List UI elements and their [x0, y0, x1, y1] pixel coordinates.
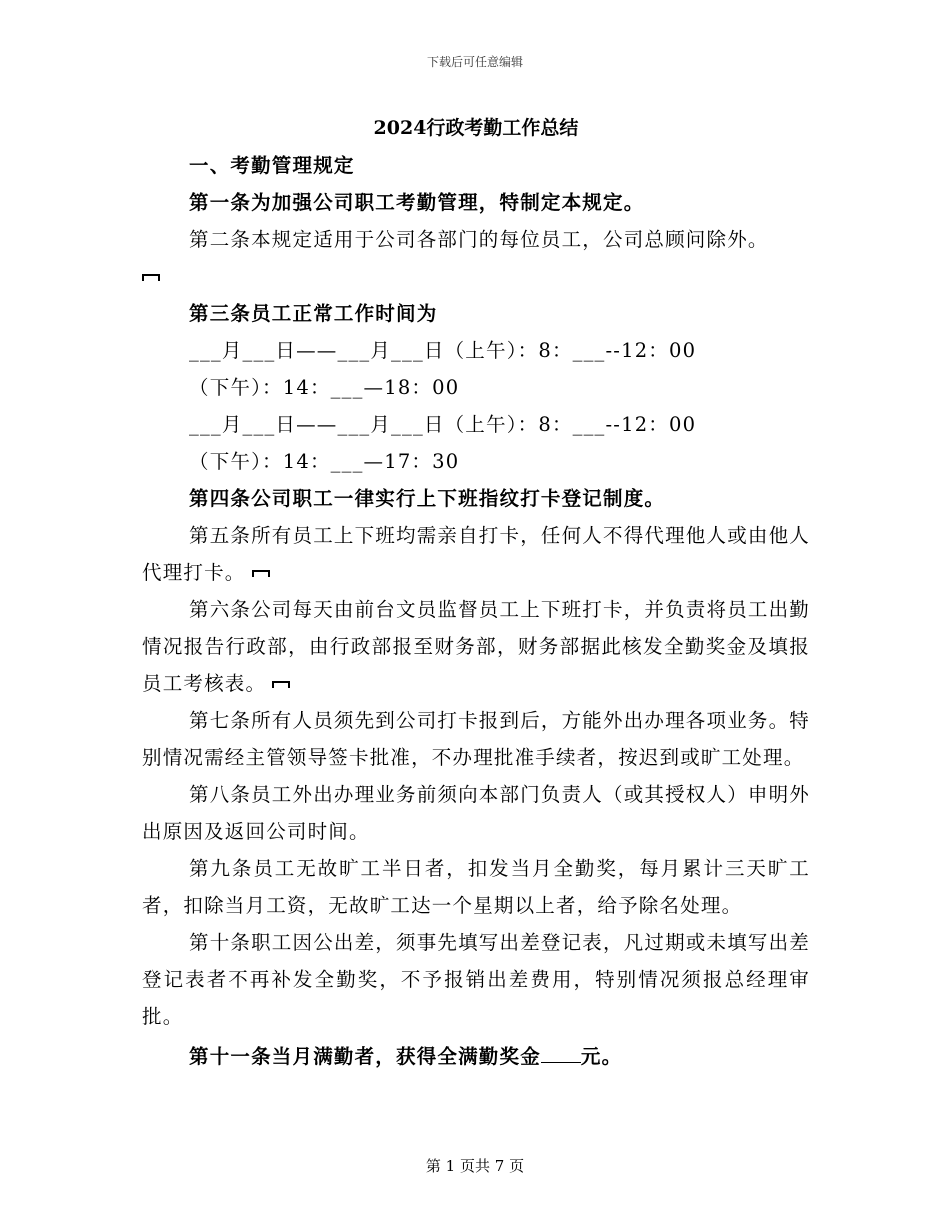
- editor-mark-row: [142, 258, 810, 295]
- article-11: [142, 1038, 810, 1075]
- article-8: 第八条员工外出办理业务前须向本部门负责人（或其授权人）申明外出原因及返回公司时间。: [142, 783, 811, 843]
- article-11-text: 第十一条当月满勤者，获得全满勤奖金: [189, 1045, 541, 1068]
- article-6: [142, 591, 810, 702]
- page-footer: 第 1 页共 7 页: [425, 1157, 525, 1175]
- article-5: [142, 517, 810, 591]
- paragraph-mark-icon: [272, 681, 290, 688]
- document-title: 2024行政考勤工作总结: [373, 117, 579, 139]
- article-1: 第一条为加强公司职工考勤管理，特制定本规定。: [189, 191, 645, 214]
- paragraph-mark-icon: [142, 274, 160, 281]
- schedule-line-4: （下午）：14：___—17：30: [189, 450, 460, 473]
- schedule-line-3: ___月___日——___月___日（上午）：8：___--12：00: [189, 413, 697, 436]
- article-11-unit: 元。: [580, 1045, 623, 1068]
- page-header: 下载后可任意编辑: [426, 55, 523, 69]
- article-9: 第九条员工无故旷工半日者，扣发当月全勤奖，每月累计三天旷工者，扣除当月工资，无故旷工达一个星期以上者，给予除名处理。: [142, 857, 810, 917]
- article-2: 第二条本规定适用于公司各部门的每位员工，公司总顾问除外。: [189, 228, 769, 251]
- article-10: 第十条职工因公出差，须事先填写出差登记表，凡过期或未填写出差登记表者不再补发全勤奖，不予报销出差费用，特别情况须报总经理审批。: [142, 931, 811, 1028]
- article-3: 第三条员工正常工作时间为: [189, 302, 438, 325]
- document-body: [142, 113, 810, 1075]
- paragraph-mark-icon: [252, 570, 270, 577]
- article-6-text: 第六条公司每天由前台文员监督员工上下班打卡，并负责将员工出勤情况报告行政部，由行政部报至财务部，财务部据此核发全勤奖金及填报员工考核表。: [142, 598, 811, 695]
- article-7: 第七条所有人员须先到公司打卡报到后，方能外出办理各项业务。特别情况需经主管领导签卡批准，不办理批准手续者，按迟到或旷工处理。: [142, 709, 811, 769]
- article-4: 第四条公司职工一律实行上下班指纹打卡登记制度。: [189, 487, 666, 510]
- schedule-line-1: ___月___日——___月___日（上午）：8：___--12：00: [189, 339, 697, 362]
- article-5-text: 第五条所有员工上下班均需亲自打卡，任何人不得代理他人或由他人代理打卡。: [142, 524, 811, 584]
- schedule-line-2: （下午）：14：___—18：00: [189, 376, 460, 399]
- section-heading: 一、考勤管理规定: [189, 154, 355, 177]
- amount-blank: [541, 1044, 581, 1063]
